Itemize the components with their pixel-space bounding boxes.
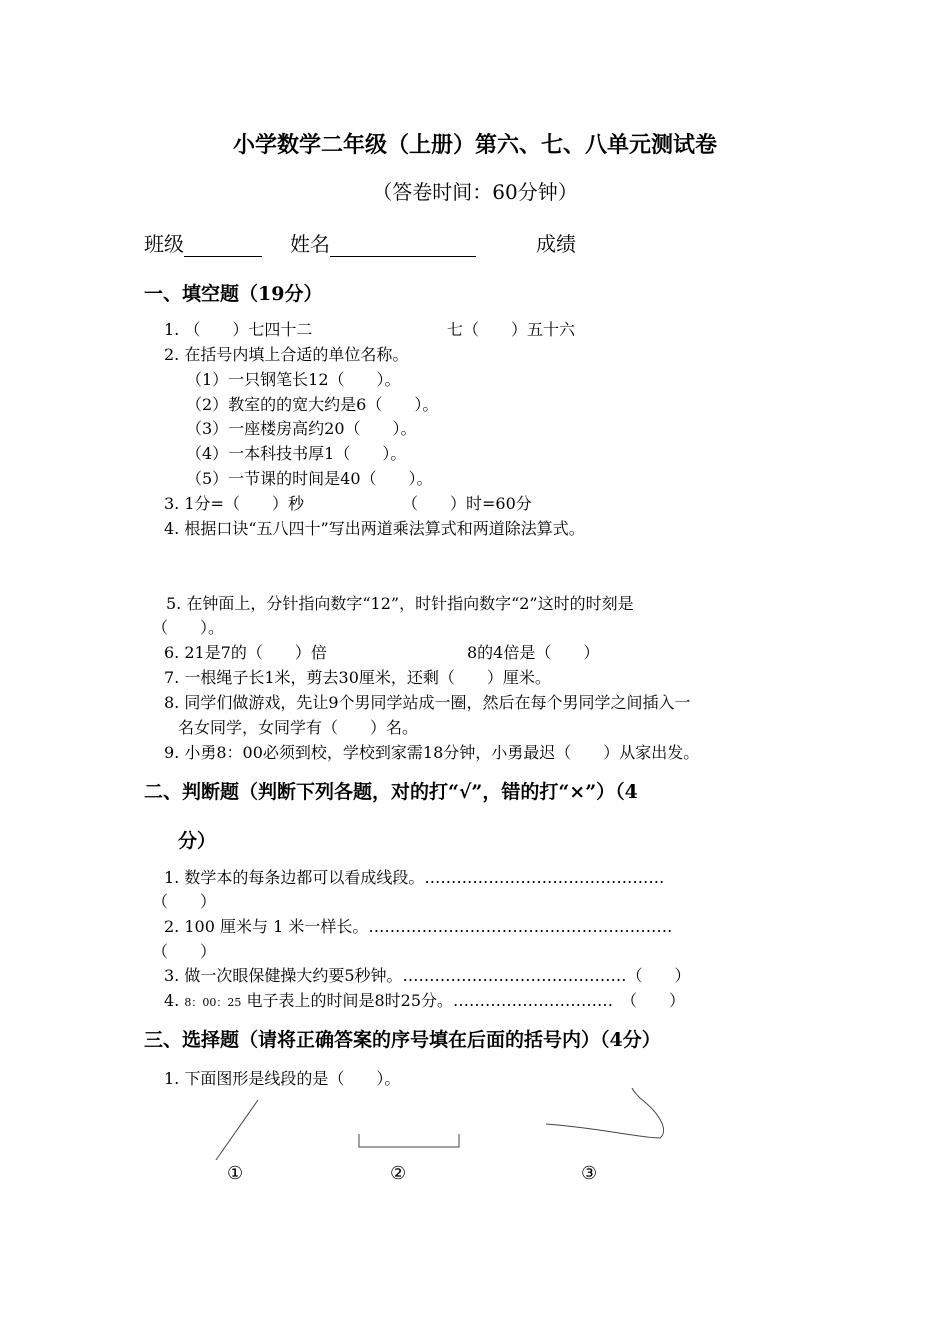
- s1-q8-line2: 名女同学，女同学有（ ）名。: [178, 718, 419, 737]
- s1-q3b: （ ）时=60分: [402, 494, 532, 513]
- page-title: 小学数学二年级（上册）第六、七、八单元测试卷: [232, 132, 717, 158]
- s1-q9: 9. 小勇8：00必须到校，学校到家需18分钟，小勇最迟（ ）从家出发。: [164, 743, 700, 762]
- option-3-label: ③: [581, 1163, 598, 1184]
- s1-q2-5: （5）一节课的时间是40（ ）。: [186, 469, 433, 488]
- section3-heading: 三、选择题（请将正确答案的序号填在后面的括号内）（4分）: [144, 1029, 661, 1051]
- score-label: 成绩: [536, 232, 576, 256]
- s1-q8-line1: 8. 同学们做游戏，先让9个男同学站成一圈，然后在每个男同学之间插入一: [164, 693, 691, 712]
- shape-2-bracket: [359, 1134, 459, 1147]
- s1-q2-1: （1）一只钢笔长12（ ）。: [186, 370, 401, 389]
- s1-q6b: 8的4倍是（ ）: [467, 643, 600, 662]
- option-2-label: ②: [390, 1163, 407, 1184]
- name-label: 姓名: [290, 232, 330, 256]
- class-label: 班级: [144, 232, 184, 256]
- s1-q1b: 七（ ）五十六: [447, 320, 576, 339]
- s2-q1-line1: 1. 数学本的每条边都可以看成线段。………………………………………: [164, 868, 665, 887]
- s1-q2-2: （2）教室的的宽大约是6（ ）。: [186, 395, 439, 414]
- s1-q2: 2. 在括号内填上合适的单位名称。: [164, 345, 409, 364]
- s1-q4: 4. 根据口诀“五八四十”写出两道乘法算式和两道除法算式。: [164, 519, 585, 538]
- s1-q1a: 1. （ ）七四十二: [164, 320, 313, 339]
- s1-q6a: 6. 21是7的（ ）倍: [164, 643, 327, 662]
- s1-q5-line2: （ ）。: [152, 618, 225, 637]
- shape-3-curve: [546, 1088, 664, 1138]
- digital-clock-time: 8：00：25: [184, 996, 242, 1009]
- section2-heading-line1: 二、判断题（判断下列各题，对的打“√”，错的打“×”）（4: [144, 781, 638, 803]
- s1-q5-line1: 5. 在钟面上，分针指向数字“12”，时针指向数字“2”这时的时刻是: [166, 594, 634, 613]
- section1-heading: 一、填空题（19分）: [144, 283, 323, 305]
- s3-q1: 1. 下面图形是线段的是（ ）。: [164, 1069, 401, 1088]
- s2-q2-line1: 2. 100 厘米与 1 米一样长。…………………………………………………: [164, 917, 673, 936]
- s1-q2-4: （4）一本科技书厚1（ ）。: [186, 444, 407, 463]
- s2-q3: 3. 做一次眼保健操大约要5秒钟。……………………………………（ ）: [164, 966, 691, 985]
- option-1-label: ①: [227, 1163, 244, 1184]
- shape-1-line: [216, 1100, 258, 1160]
- section2-heading-line2: 分）: [178, 830, 217, 852]
- s2-q4-num: 4.: [164, 991, 180, 1010]
- s2-q4-text: 电子表上的时间是8时25分。………………………… （ ）: [246, 991, 685, 1010]
- s2-q2-line2: （ ）: [152, 942, 217, 961]
- s1-q3a: 3. 1分=（ ）秒: [164, 494, 304, 513]
- s2-q1-line2: （ ）: [152, 892, 217, 911]
- s1-q7: 7. 一根绳子长1米，剪去30厘米，还剩（ ）厘米。: [164, 668, 551, 687]
- s1-q2-3: （3）一座楼房高约20（ ）。: [186, 419, 417, 438]
- page-subtitle: （答卷时间：60分钟）: [372, 180, 578, 204]
